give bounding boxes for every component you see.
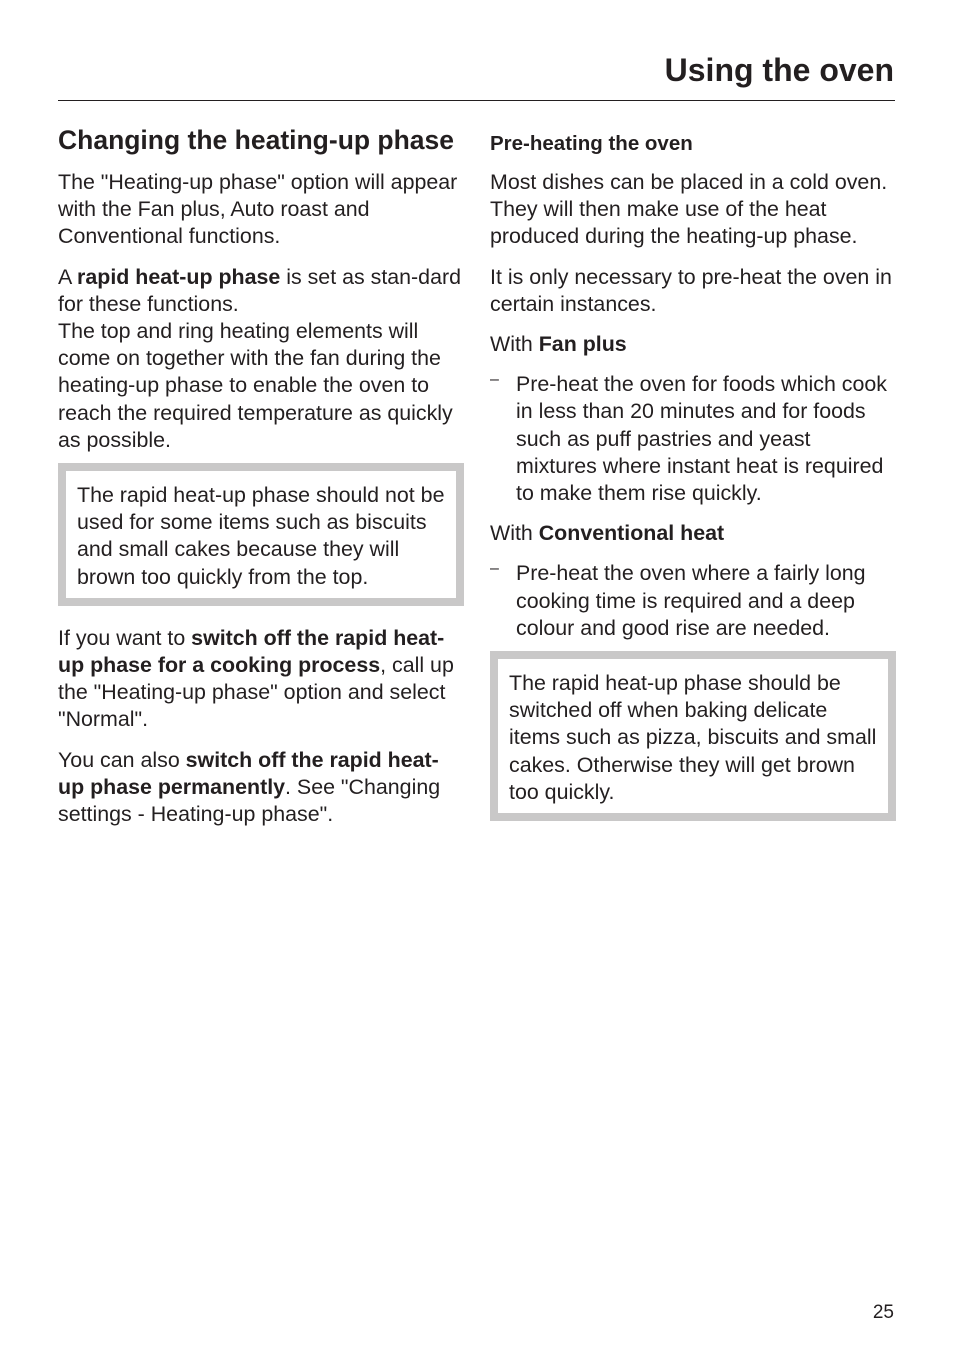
heating-elements-paragraph: The top and ring heating elements will come on together with the fan during the heating-up phase to enable the oven to reach the required temperature as quickly as possible. [58,319,453,452]
section-heading-pre-heating: Pre-heating the oven [490,132,693,155]
dash-bullet: – [490,560,499,578]
header-rule [58,100,895,101]
list-item-fan-plus [490,371,896,507]
list-item-text: Pre-heat the oven for foods which cook in less than 20 minutes and for foods such as puff pastries and yeast mixtures where instant heat is required to make them rise quickly. [516,372,887,506]
pre-heat-necessary-paragraph: It is only necessary to pre-heat the oven in certain instances. [490,264,892,316]
switch-off-permanent-paragraph [58,747,464,829]
left-column [58,124,464,828]
note-text: The rapid heat-up phase should not be used for some items such as biscuits and small cakes because they will brown too quickly from the top. [77,483,445,589]
right-column [490,124,896,821]
note-box-biscuits [58,463,464,606]
bold-text: Conventional heat [538,521,725,546]
text-run: With [490,521,539,546]
text-run: , call up the "Heating-up phase" option and select "Normal". [58,653,454,732]
page-number: 25 [872,1302,894,1323]
rapid-heat-up-paragraph [58,264,464,318]
text-run: A [58,264,78,289]
page-title: Using the oven [664,52,894,88]
list-item-conventional [490,560,896,642]
text-run: If you want to [58,625,192,650]
note-text: The rapid heat-up phase should be switched off when baking delicate items such as pizza, biscuits and small cakes. Otherwise they will get brown too quickly. [509,671,877,804]
text-run: . See "Changing settings - Heating-up phase". [58,774,441,827]
switch-off-process-paragraph [58,625,464,734]
cold-oven-paragraph: Most dishes can be placed in a cold oven. They will then make use of the heat produced during the heating-up phase. [490,170,888,249]
fan-plus-label [490,331,896,358]
text-run: is set as stan-dard for these functions. [58,264,461,316]
intro-paragraph: The "Heating-up phase" option will appear with the Fan plus, Auto roast and Conventional functions. [58,170,458,249]
list-item-text: Pre-heat the oven where a fairly long cooking time is required and a deep colour and good rise are needed. [516,561,866,640]
bold-text: rapid heat-up phase [77,264,281,289]
bold-text: Fan plus [538,332,627,357]
text-run: You can also [58,747,186,772]
conventional-heat-label [490,520,896,547]
dash-bullet: – [490,371,499,389]
bold-text: switch off the rapid heat-up phase permanently [58,747,439,799]
section-heading-heating-up-phase: Changing the heating-up phase [58,125,455,155]
note-box-pizza [490,651,896,821]
text-run: With [490,332,539,357]
bold-text: switch off the rapid heat-up phase for a cooking process [58,625,445,678]
